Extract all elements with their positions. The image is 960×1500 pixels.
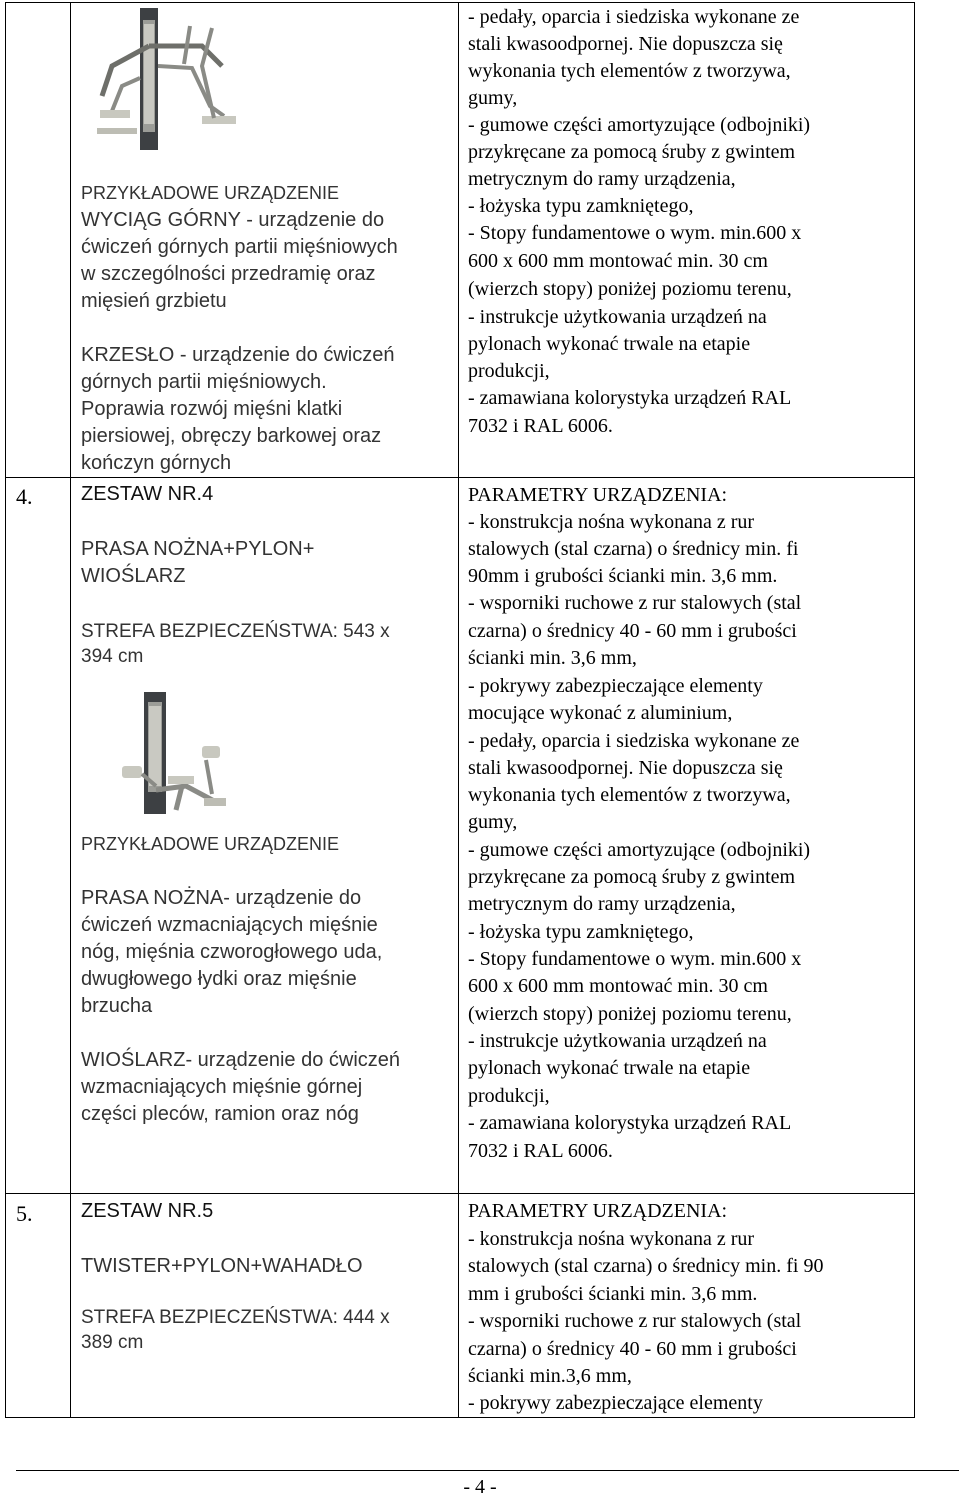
table-divider-col2 bbox=[458, 2, 459, 1418]
example-device-label: PRZYKŁADOWE URZĄDZENIE bbox=[81, 834, 340, 854]
table-row-divider-4 bbox=[5, 477, 915, 478]
row-number: 4. bbox=[16, 484, 33, 509]
table-divider-col1 bbox=[70, 2, 71, 1418]
footer-rule bbox=[16, 1470, 959, 1471]
table-border-bottom bbox=[5, 1417, 915, 1418]
leg-press-machine-image bbox=[116, 690, 236, 820]
set-title: TWISTER+PYLON+WAHADŁO bbox=[81, 1255, 363, 1277]
table-row-divider-5 bbox=[5, 1193, 915, 1194]
table-border-top bbox=[5, 2, 915, 3]
row-number: 5. bbox=[16, 1201, 33, 1226]
set-name: ZESTAW NR.4 bbox=[81, 483, 214, 505]
set-name: ZESTAW NR.5 bbox=[81, 1200, 214, 1222]
example-device-label: PRZYKŁADOWE URZĄDZENIE bbox=[81, 183, 340, 203]
table-border-right bbox=[914, 2, 915, 1418]
table-border-left bbox=[5, 2, 6, 1418]
upper-pull-machine-image bbox=[92, 6, 242, 156]
page-number: - 4 - bbox=[463, 1476, 497, 1498]
